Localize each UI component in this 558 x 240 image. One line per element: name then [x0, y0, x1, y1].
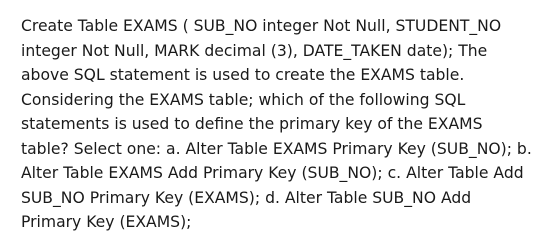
question-line: integer Not Null, MARK decimal (3), DATE_TAKEN date); The — [21, 41, 488, 60]
question-line: Considering the EXAMS table; which of the following SQL — [21, 90, 466, 109]
question-line: Alter Table EXAMS Add Primary Key (SUB_NO); c. Alter Table Add — [21, 164, 524, 182]
question-line: above SQL statement is used to create the EXAMS table. — [21, 66, 465, 84]
question-line: statements is used to define the primary key of the EXAMS — [21, 115, 483, 133]
question-text — [21, 14, 546, 235]
question-line: SUB_NO Primary Key (EXAMS); d. Alter Table SUB_NO Add — [21, 188, 472, 207]
question-line: table? Select one: a. Alter Table EXAMS Primary Key (SUB_NO); b. — [21, 139, 532, 158]
question-line: Primary Key (EXAMS); — [21, 213, 192, 231]
question-line: Create Table EXAMS ( SUB_NO integer Not Null, STUDENT_NO — [21, 17, 502, 35]
